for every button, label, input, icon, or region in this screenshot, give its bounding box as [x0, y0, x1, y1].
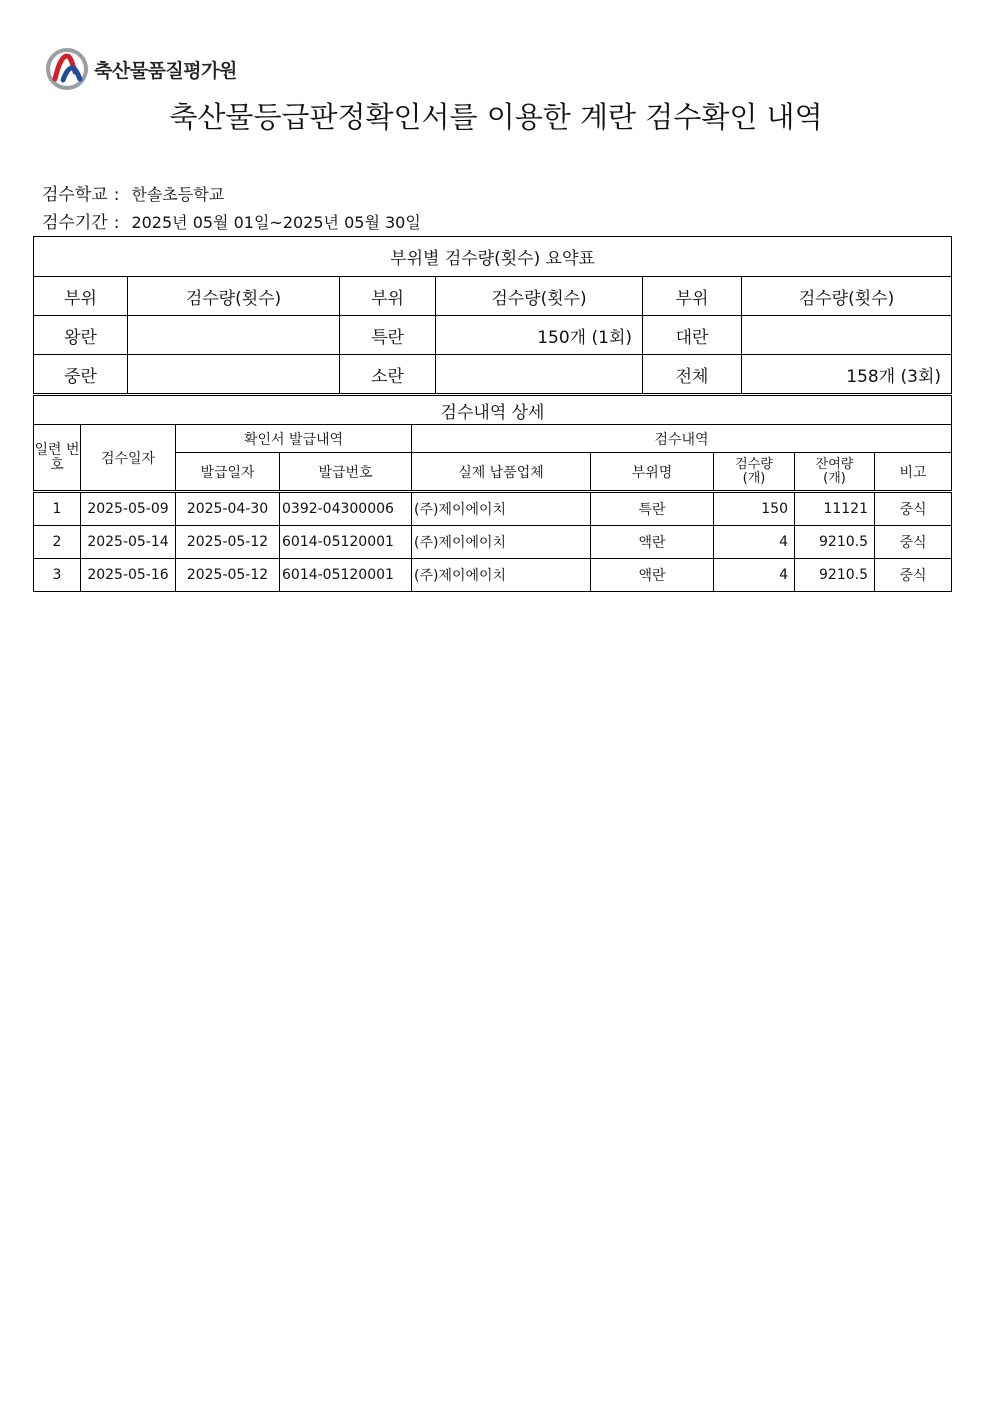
issue-no-cell: 6014-05120001	[280, 559, 412, 592]
summary-part-cell: 전체	[643, 355, 742, 394]
supplier-cell: (주)제이에이치	[412, 526, 591, 559]
header-remain-qty: 잔여량 (개)	[795, 453, 875, 492]
date-cell: 2025-05-14	[81, 526, 176, 559]
supplier-cell: (주)제이에이치	[412, 492, 591, 526]
summary-part-cell: 대란	[643, 316, 742, 355]
school-colon: :	[113, 185, 120, 205]
note-cell: 중식	[875, 492, 952, 526]
document-title: 축산물등급판정확인서를 이용한 계란 검수확인 내역	[169, 100, 823, 134]
summary-header-part: 부위	[34, 277, 128, 316]
header-inspect-date: 검수일자	[81, 425, 176, 492]
serial-cell: 1	[34, 492, 81, 526]
summary-header-part: 부위	[340, 277, 436, 316]
note-cell: 중식	[875, 526, 952, 559]
header-note: 비고	[875, 453, 952, 492]
period-value: 2025년 05월 01일~2025년 05월 30일	[131, 213, 421, 232]
summary-total-cell: 158개 (3회)	[742, 355, 952, 394]
header-issue-date: 발급일자	[176, 453, 280, 492]
summary-qty-cell	[128, 316, 340, 355]
detail-title: 검수내역 상세	[34, 396, 952, 425]
issue-no-cell: 0392-04300006	[280, 492, 412, 526]
serial-cell: 2	[34, 526, 81, 559]
header-inspect-qty: 검수량 (개)	[714, 453, 795, 492]
summary-qty-cell: 150개 (1회)	[436, 316, 643, 355]
part-cell: 특란	[591, 492, 714, 526]
part-cell: 액란	[591, 526, 714, 559]
header-issue-no: 발급번호	[280, 453, 412, 492]
summary-qty-cell	[742, 316, 952, 355]
issue-date-cell: 2025-05-12	[176, 559, 280, 592]
period-colon: :	[113, 213, 120, 233]
summary-header-qty: 검수량(횟수)	[128, 277, 340, 316]
remain-cell: 11121	[795, 492, 875, 526]
supplier-cell: (주)제이에이치	[412, 559, 591, 592]
org-name: 축산물품질평가원	[94, 59, 237, 82]
summary-part-cell: 특란	[340, 316, 436, 355]
table-row	[34, 559, 952, 592]
period-label: 검수기간	[42, 213, 108, 233]
part-cell: 액란	[591, 559, 714, 592]
header-supplier: 실제 납품업체	[412, 453, 591, 492]
note-cell: 중식	[875, 559, 952, 592]
table-row	[34, 492, 952, 526]
header-part-name: 부위명	[591, 453, 714, 492]
table-row	[34, 526, 952, 559]
qty-cell: 4	[714, 559, 795, 592]
issue-date-cell: 2025-05-12	[176, 526, 280, 559]
issue-no-cell: 6014-05120001	[280, 526, 412, 559]
summary-qty-cell	[436, 355, 643, 394]
summary-qty-cell	[128, 355, 340, 394]
summary-title: 부위별 검수량(횟수) 요약표	[34, 237, 952, 277]
qty-cell: 150	[714, 492, 795, 526]
apgs-logo-icon	[46, 48, 88, 90]
summary-part-cell: 소란	[340, 355, 436, 394]
remain-cell: 9210.5	[795, 526, 875, 559]
issue-date-cell: 2025-04-30	[176, 492, 280, 526]
qty-cell: 4	[714, 526, 795, 559]
header-inspect-group: 검수내역	[412, 425, 952, 453]
header-serial-no: 일련 번호	[34, 425, 81, 492]
summary-header-qty: 검수량(횟수)	[742, 277, 952, 316]
school-value: 한솔초등학교	[131, 185, 225, 204]
summary-table	[33, 236, 952, 394]
detail-table	[33, 395, 952, 592]
school-label: 검수학교	[42, 185, 108, 205]
remain-cell: 9210.5	[795, 559, 875, 592]
summary-header-part: 부위	[643, 277, 742, 316]
header-issue-group: 확인서 발급내역	[176, 425, 412, 453]
org-logo	[46, 48, 237, 90]
date-cell: 2025-05-16	[81, 559, 176, 592]
school-info	[42, 180, 224, 205]
summary-header-qty: 검수량(횟수)	[436, 277, 643, 316]
serial-cell: 3	[34, 559, 81, 592]
summary-part-cell: 중란	[34, 355, 128, 394]
date-cell: 2025-05-09	[81, 492, 176, 526]
summary-part-cell: 왕란	[34, 316, 128, 355]
period-info	[42, 208, 421, 233]
